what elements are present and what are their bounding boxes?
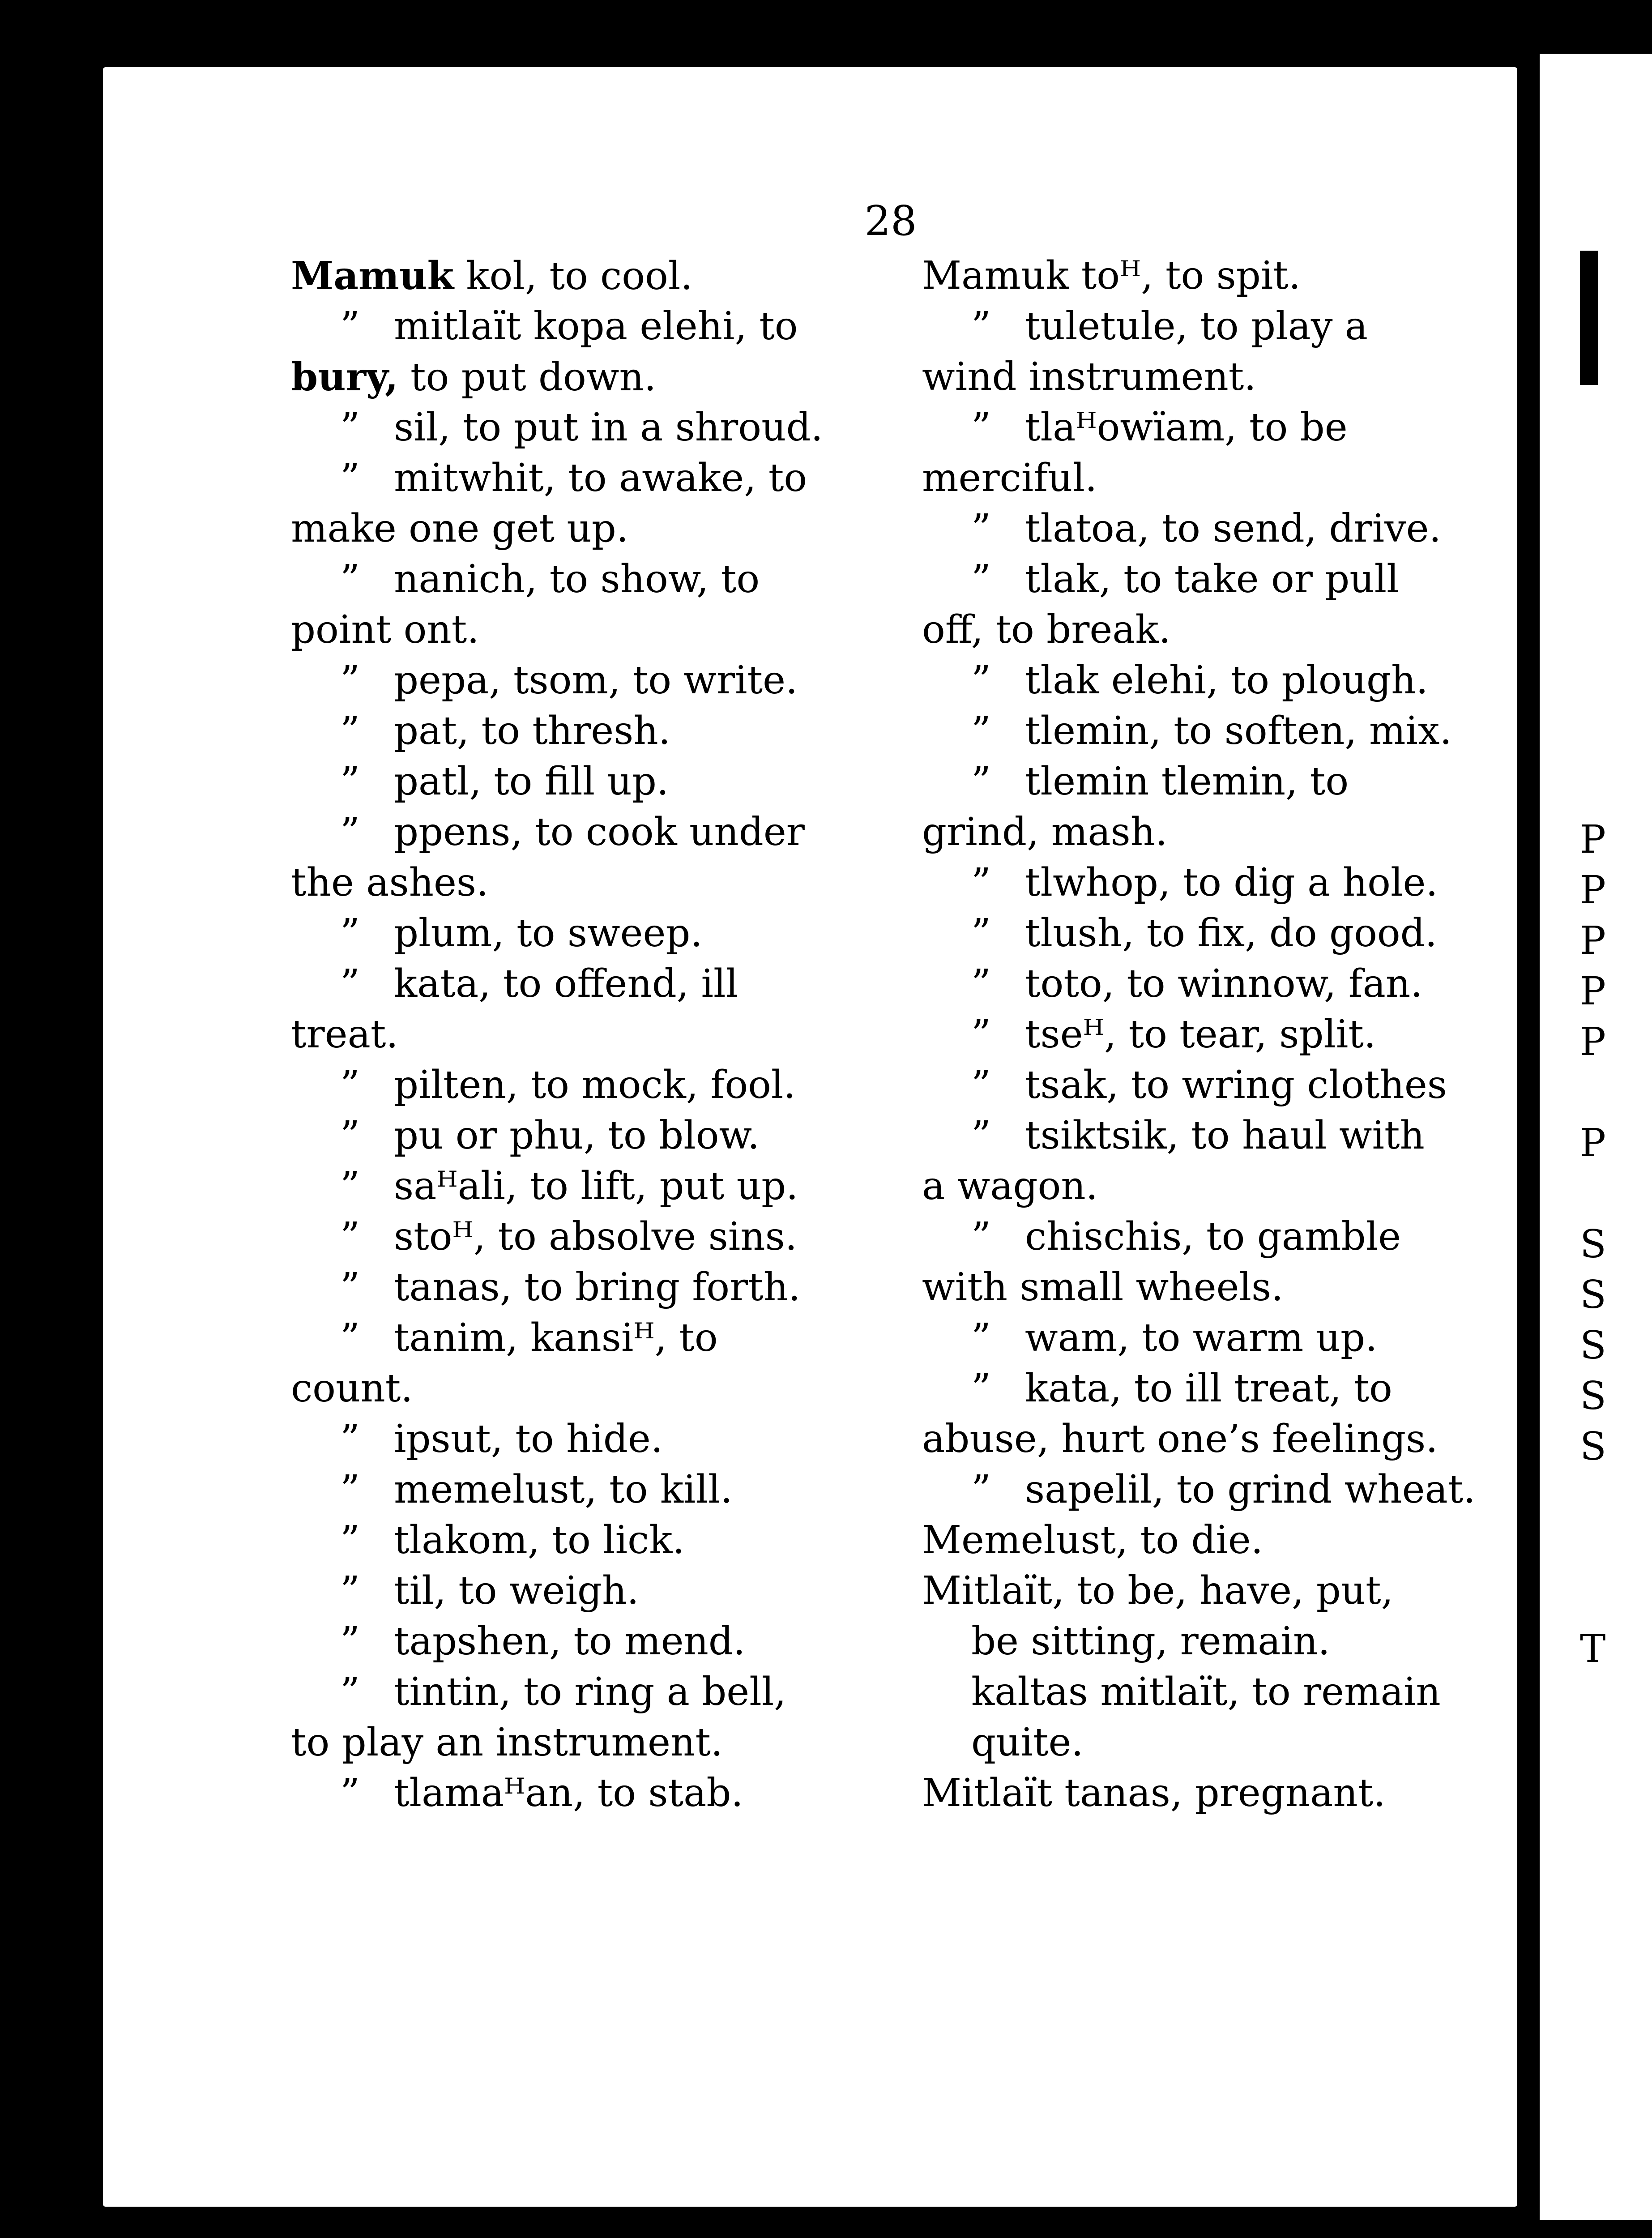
entry-text: Mamuk toᵸ, to spit. — [922, 253, 1301, 298]
ditto-mark: ” — [340, 1265, 360, 1310]
headword: bury, — [291, 354, 398, 400]
ditto-mark: ” — [971, 1467, 991, 1512]
entry-text: tlwhop, to dig a hole. — [1025, 860, 1438, 905]
entry-text: count. — [291, 1366, 413, 1411]
dictionary-line — [291, 1110, 900, 1161]
ditto-mark: ” — [340, 1063, 360, 1107]
ditto-mark: ” — [971, 304, 991, 349]
ditto-mark: ” — [971, 405, 991, 450]
dictionary-line — [291, 605, 900, 655]
dictionary-line — [922, 1717, 1513, 1768]
entry-text: stoᵸ, to absolve sins. — [394, 1214, 798, 1259]
dictionary-line — [291, 402, 900, 453]
entry-text: tlak elehi, to plough. — [1025, 658, 1428, 703]
dictionary-line — [291, 1465, 900, 1515]
dictionary-line — [922, 1566, 1513, 1616]
ditto-mark: ” — [340, 1164, 360, 1209]
edge-letter: S — [1580, 1323, 1606, 1368]
ditto-mark: ” — [340, 658, 360, 703]
ditto-mark: ” — [340, 810, 360, 854]
entry-text: be sitting, remain. — [971, 1619, 1330, 1664]
dictionary-line — [291, 1060, 900, 1110]
ditto-mark: ” — [340, 759, 360, 804]
dictionary-line — [291, 504, 900, 554]
dictionary-line — [291, 1212, 900, 1262]
ditto-mark: ” — [971, 1012, 991, 1057]
entry-text: the ashes. — [291, 860, 489, 905]
ditto-mark: ” — [340, 405, 360, 450]
entry-text: tlemin, to soften, mix. — [1025, 709, 1452, 753]
edge-letter — [1580, 1068, 1606, 1118]
ditto-mark: ” — [971, 1113, 991, 1158]
dictionary-line — [922, 1060, 1513, 1110]
edge-letter: S — [1580, 1374, 1606, 1418]
entry-text: patl, to fill up. — [394, 759, 669, 804]
ditto-mark: ” — [971, 1214, 991, 1259]
dictionary-line — [291, 908, 900, 959]
dictionary-line — [922, 1465, 1513, 1515]
entry-text: tintin, to ring a bell, — [394, 1670, 786, 1714]
entry-text: kaltas mitlaït, to remain — [971, 1670, 1441, 1714]
dictionary-line — [291, 756, 900, 807]
ditto-mark: ” — [340, 304, 360, 349]
entry-text: tlush, to fix, do good. — [1025, 911, 1438, 956]
dictionary-line — [291, 1667, 900, 1717]
entry-text: sapelil, to grind wheat. — [1025, 1467, 1476, 1512]
entry-text: sil, to put in a shroud. — [394, 405, 823, 450]
dictionary-line — [922, 504, 1513, 554]
dictionary-line — [922, 402, 1513, 453]
entry-text: Mitlaït tanas, pregnant. — [922, 1771, 1386, 1815]
entry-text: to put down. — [398, 355, 657, 400]
dictionary-line — [291, 706, 900, 756]
entry-text: Mitlaït, to be, have, put, — [922, 1568, 1394, 1613]
dictionary-line — [922, 453, 1513, 504]
dictionary-line — [291, 959, 900, 1009]
entry-text: make one get up. — [291, 506, 629, 551]
dictionary-line — [291, 1768, 900, 1819]
entry-text: wind instrument. — [922, 354, 1256, 399]
ditto-mark: ” — [971, 658, 991, 703]
entry-text: kol, to cool. — [454, 254, 693, 299]
dictionary-line — [291, 858, 900, 908]
entry-text: tlemin tlemin, to — [1025, 759, 1349, 804]
page-number: 28 — [864, 197, 917, 245]
ditto-mark: ” — [340, 1113, 360, 1158]
edge-letter: P — [1580, 817, 1606, 862]
entry-text: quite. — [971, 1720, 1084, 1765]
ditto-mark: ” — [340, 1467, 360, 1512]
dictionary-line — [922, 1212, 1513, 1262]
dictionary-line — [291, 1566, 900, 1616]
dictionary-line — [922, 1667, 1513, 1717]
dictionary-line — [291, 1262, 900, 1313]
edge-letter — [1580, 1169, 1606, 1219]
ditto-mark: ” — [971, 961, 991, 1006]
next-page-letters — [1580, 815, 1606, 1674]
edge-letter: S — [1580, 1222, 1606, 1267]
entry-text: tlak, to take or pull — [1025, 557, 1399, 602]
edge-letter: S — [1580, 1424, 1606, 1469]
entry-text: off, to break. — [922, 607, 1171, 652]
entry-text: saᵸali, to lift, put up. — [394, 1164, 798, 1209]
dictionary-line — [291, 1616, 900, 1667]
ditto-mark: ” — [971, 860, 991, 905]
edge-letter: P — [1580, 1121, 1606, 1166]
ditto-mark: ” — [971, 709, 991, 753]
entry-text: with small wheels. — [922, 1265, 1284, 1310]
gutter — [1517, 0, 1540, 2238]
dictionary-line — [291, 251, 900, 301]
ditto-mark: ” — [340, 1670, 360, 1714]
entry-text: ipsut, to hide. — [394, 1417, 663, 1461]
entry-text: tuletule, to play a — [1025, 304, 1368, 349]
dictionary-line — [291, 1717, 900, 1768]
entry-text: Memelust, to die. — [922, 1518, 1264, 1563]
dictionary-line — [922, 1768, 1513, 1819]
dictionary-line — [922, 807, 1513, 858]
ditto-mark: ” — [340, 456, 360, 500]
entry-text: tlamaᵸan, to stab. — [394, 1771, 743, 1815]
right-column — [922, 251, 1513, 1819]
dictionary-line — [922, 706, 1513, 756]
ditto-mark: ” — [971, 1366, 991, 1411]
entry-text: pepa, tsom, to write. — [394, 658, 798, 703]
dictionary-line — [291, 1414, 900, 1465]
entry-text: pat, to thresh. — [394, 709, 671, 753]
edge-letter — [1580, 1472, 1606, 1523]
entry-text: to play an instrument. — [291, 1720, 723, 1765]
edge-letter — [1580, 1573, 1606, 1624]
dictionary-line — [291, 1515, 900, 1566]
dictionary-line — [922, 959, 1513, 1009]
edge-letter: P — [1580, 918, 1606, 963]
ditto-mark: ” — [340, 961, 360, 1006]
dictionary-line — [291, 655, 900, 706]
entry-text: tanim, kansiᵸ, to — [394, 1315, 718, 1360]
ditto-mark: ” — [971, 911, 991, 956]
ditto-mark: ” — [340, 1771, 360, 1815]
dictionary-line — [922, 251, 1513, 301]
dictionary-line — [922, 1110, 1513, 1161]
dictionary-line — [922, 1363, 1513, 1414]
entry-text: tseᵸ, to tear, split. — [1025, 1012, 1376, 1057]
entry-text: a wagon. — [922, 1164, 1098, 1209]
dictionary-line — [922, 1161, 1513, 1212]
dictionary-line — [922, 605, 1513, 655]
dictionary-line — [922, 1616, 1513, 1667]
edge-letter: P — [1580, 1020, 1606, 1064]
next-page-mark — [1580, 251, 1598, 385]
entry-text: mitwhit, to awake, to — [394, 456, 807, 500]
dictionary-line — [291, 1313, 900, 1363]
ditto-mark: ” — [340, 1315, 360, 1360]
edge-letter: T — [1580, 1627, 1606, 1671]
entry-text: kata, to ill treat, to — [1025, 1366, 1392, 1411]
dictionary-line — [291, 554, 900, 605]
ditto-mark: ” — [971, 1315, 991, 1360]
entry-text: pilten, to mock, fool. — [394, 1063, 796, 1107]
entry-text: treat. — [291, 1012, 398, 1057]
dictionary-line — [922, 1414, 1513, 1465]
left-column — [291, 251, 900, 1819]
dictionary-line — [922, 1262, 1513, 1313]
dictionary-line — [291, 1009, 900, 1060]
entry-text: tlakom, to lick. — [394, 1518, 685, 1563]
entry-text: merciful. — [922, 456, 1097, 500]
dictionary-line — [291, 352, 900, 402]
dictionary-line — [922, 858, 1513, 908]
ditto-mark: ” — [340, 1214, 360, 1259]
dictionary-line — [922, 301, 1513, 352]
dictionary-line — [922, 1313, 1513, 1363]
entry-text: plum, to sweep. — [394, 911, 703, 956]
entry-text: tlaᵸowïam, to be — [1025, 405, 1348, 450]
ditto-mark: ” — [340, 1518, 360, 1563]
entry-text: tlatoa, to send, drive. — [1025, 506, 1441, 551]
entry-text: tsiktsik, to haul with — [1025, 1113, 1425, 1158]
entry-text: chischis, to gamble — [1025, 1214, 1401, 1259]
entry-text: pu or phu, to blow. — [394, 1113, 760, 1158]
dictionary-line — [291, 301, 900, 352]
entry-text: tapshen, to mend. — [394, 1619, 746, 1664]
dictionary-line — [291, 1363, 900, 1414]
dictionary-line — [291, 1161, 900, 1212]
edge-letter: P — [1580, 868, 1606, 913]
entry-text: nanich, to show, to — [394, 557, 760, 602]
entry-text: tanas, to bring forth. — [394, 1265, 801, 1310]
dictionary-line — [922, 756, 1513, 807]
ditto-mark: ” — [340, 709, 360, 753]
ditto-mark: ” — [971, 1063, 991, 1107]
dictionary-line — [922, 1515, 1513, 1566]
edge-letter — [1580, 1523, 1606, 1573]
edge-letter: S — [1580, 1273, 1606, 1317]
entry-text: mitlaït kopa elehi, to — [394, 304, 798, 349]
entry-text: abuse, hurt one’s feelings. — [922, 1417, 1438, 1461]
entry-text: grind, mash. — [922, 810, 1168, 854]
entry-text: toto, to winnow, fan. — [1025, 961, 1423, 1006]
dictionary-line — [922, 1009, 1513, 1060]
dictionary-line — [922, 554, 1513, 605]
dictionary-line — [922, 655, 1513, 706]
entry-text: til, to weigh. — [394, 1568, 639, 1613]
ditto-mark: ” — [340, 1619, 360, 1664]
ditto-mark: ” — [340, 557, 360, 602]
dictionary-line — [922, 908, 1513, 959]
dictionary-line — [291, 453, 900, 504]
entry-text: point ont. — [291, 607, 479, 652]
headword: Mamuk — [291, 253, 454, 299]
ditto-mark: ” — [340, 1417, 360, 1461]
entry-text: kata, to offend, ill — [394, 961, 738, 1006]
entry-text: tsak, to wring clothes — [1025, 1063, 1447, 1107]
dictionary-line — [922, 352, 1513, 402]
ditto-mark: ” — [971, 506, 991, 551]
edge-letter: P — [1580, 969, 1606, 1014]
ditto-mark: ” — [971, 759, 991, 804]
entry-text: wam, to warm up. — [1025, 1315, 1378, 1360]
ditto-mark: ” — [340, 1568, 360, 1613]
entry-text: ppens, to cook under — [394, 810, 805, 854]
ditto-mark: ” — [971, 557, 991, 602]
entry-text: memelust, to kill. — [394, 1467, 733, 1512]
ditto-mark: ” — [340, 911, 360, 956]
dictionary-line — [291, 807, 900, 858]
